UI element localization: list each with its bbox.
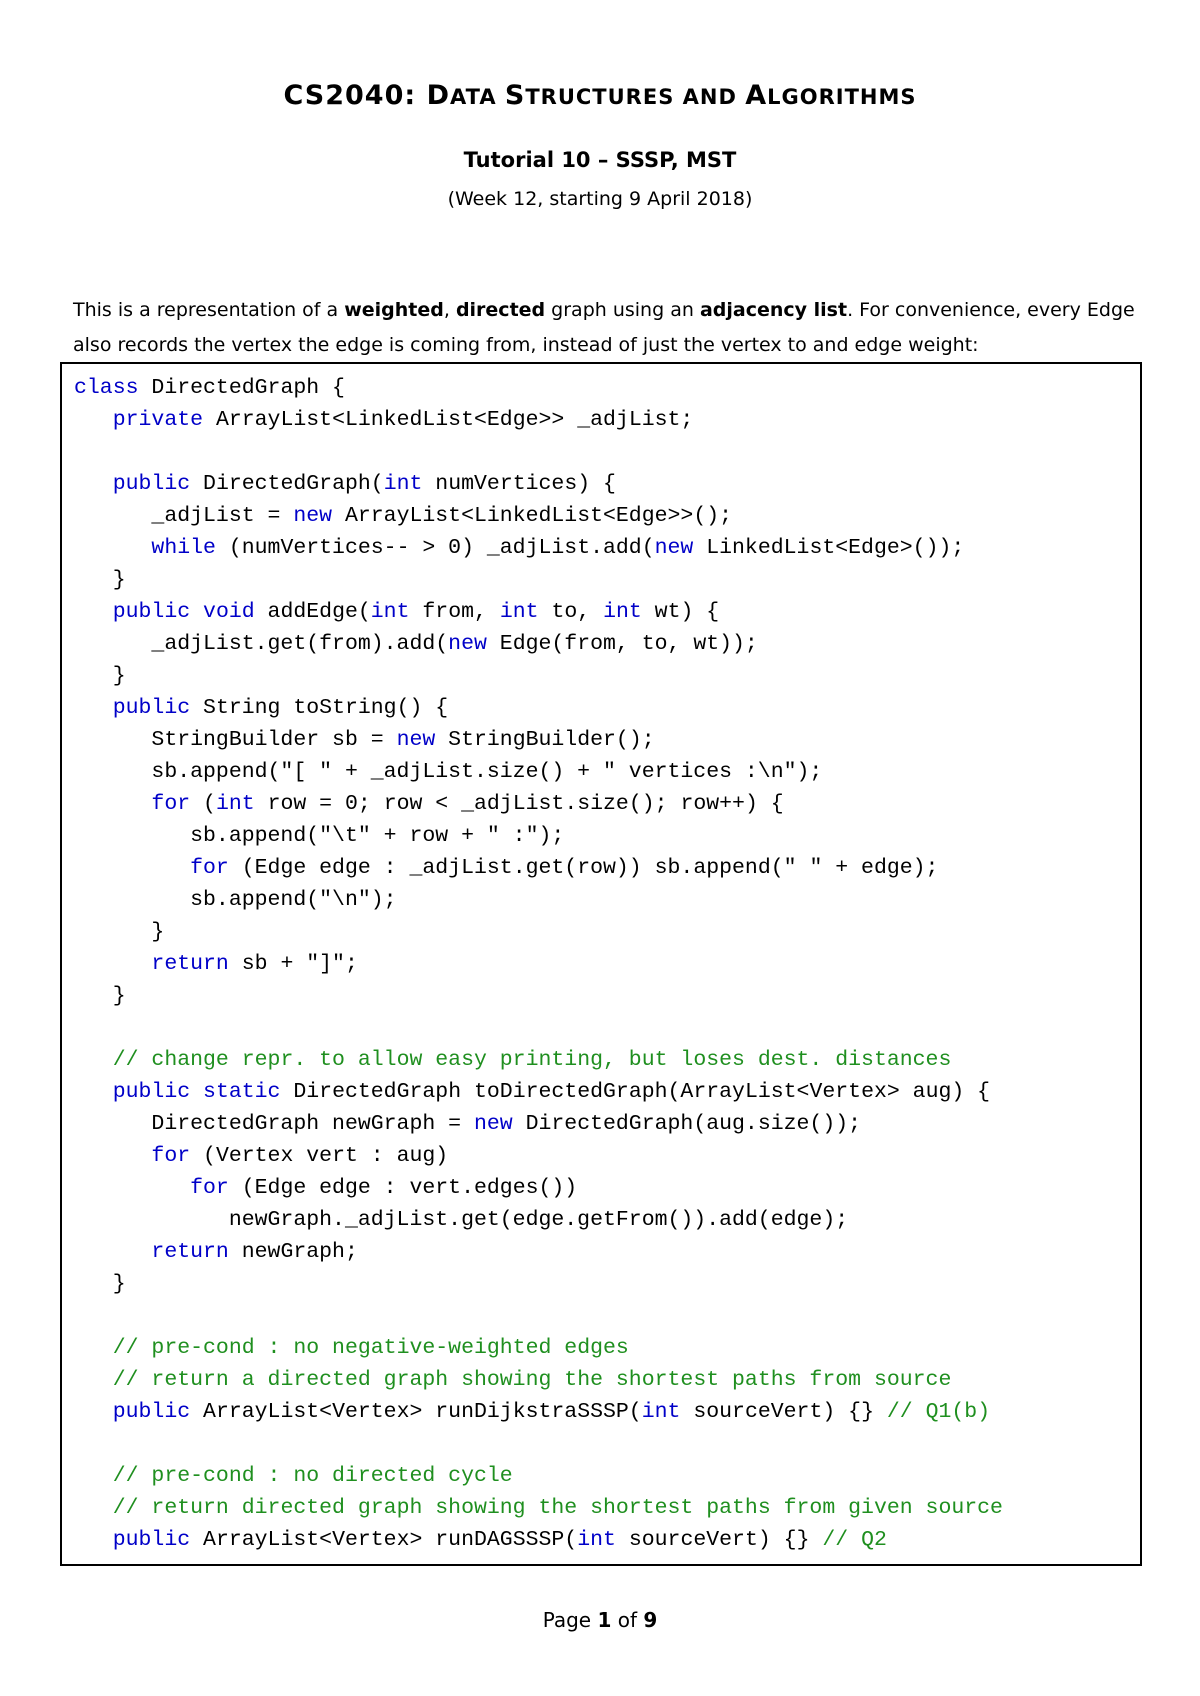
code-line (74, 852, 1003, 884)
code-text: sb.append("\t" + row + " :"); (74, 824, 565, 848)
code-text (74, 408, 113, 432)
code-keyword: return (151, 1240, 229, 1264)
code-text: sourceVert) {} (615, 1528, 823, 1552)
code-line (74, 1524, 1003, 1556)
code-text (74, 1080, 113, 1104)
code-text: ArrayList<LinkedList<Edge>> _adjList; (203, 408, 694, 432)
title-word-2: STRUCTURES (504, 80, 683, 111)
code-line (74, 948, 1003, 980)
code-keyword: for (190, 856, 229, 880)
code-line (74, 1300, 1003, 1332)
code-text (74, 1144, 151, 1168)
code-text: StringBuilder(); (435, 728, 655, 752)
code-text (74, 792, 151, 816)
code-keyword: public (112, 696, 191, 720)
code-line (74, 628, 1003, 660)
code-line (74, 692, 1003, 724)
code-keyword: public (112, 1400, 191, 1424)
code-text (74, 1496, 113, 1520)
code-line (74, 1428, 1003, 1460)
code-comment: // Q2 (822, 1528, 887, 1552)
code-line (74, 724, 1003, 756)
code-line (74, 1332, 1003, 1364)
code-comment: // Q1(b) (886, 1400, 991, 1424)
code-text: wt) { (641, 600, 720, 624)
code-comment: // pre-cond : no directed cycle (112, 1464, 513, 1488)
code-text: (Edge edge : vert.edges()) (228, 1176, 578, 1200)
course-code: CS2040: (283, 80, 427, 111)
code-keyword: new (654, 536, 694, 560)
code-keyword: new (473, 1112, 513, 1136)
code-text: (numVertices-- > 0) _adjList.add( (215, 536, 655, 560)
code-text: newGraph; (228, 1240, 358, 1264)
code-keyword: for (190, 1176, 229, 1200)
code-text: ( (190, 792, 216, 816)
code-text (190, 600, 203, 624)
code-text: DirectedGraph toDirectedGraph(ArrayList<Vertex> aug) { (280, 1080, 991, 1104)
code-keyword: int (603, 600, 642, 624)
code-text: ArrayList<Vertex> runDijkstraSSSP( (190, 1400, 642, 1424)
code-keyword: void (203, 600, 255, 624)
code-text: sourceVert) {} (680, 1400, 887, 1424)
code-text: } (74, 1272, 126, 1296)
code-line (74, 1396, 1003, 1428)
page-footer: Page 1 of 9 (542, 1608, 658, 1632)
code-line (74, 1044, 1003, 1076)
code-line (74, 1172, 1003, 1204)
code-text: sb.append("[ " + _adjList.size() + " vertices :\n"); (74, 760, 823, 784)
code-line (74, 980, 1003, 1012)
code-text (74, 1048, 113, 1072)
code-text (74, 856, 190, 880)
code-keyword: for (151, 792, 191, 816)
code-keyword: new (396, 728, 436, 752)
code-text (74, 1176, 190, 1200)
code-text (74, 1240, 151, 1264)
code-text: Edge(from, to, wt)); (486, 632, 758, 656)
code-comment: // return a directed graph showing the shortest paths from source (112, 1368, 952, 1392)
code-text (74, 1528, 113, 1552)
code-line (74, 596, 1003, 628)
intro-paragraph: This is a representation of a weighted, directed graph using an adjacency list. For convenience, every Edge also records the vertex the edge is coming from, instead of just the vertex to and edge weight: (73, 299, 1135, 356)
code-line (74, 404, 1003, 436)
code-line (74, 1108, 1003, 1140)
code-line (74, 1236, 1003, 1268)
code-line (74, 1460, 1003, 1492)
code-keyword: int (370, 600, 410, 624)
code-line (74, 1492, 1003, 1524)
code-keyword: return (151, 952, 229, 976)
code-keyword: new (293, 504, 333, 528)
code-text: row = 0; row < _adjList.size(); row++) { (254, 792, 784, 816)
code-text: sb.append("\n"); (74, 888, 397, 912)
code-keyword: int (383, 472, 423, 496)
code-text: (Edge edge : _adjList.get(row)) sb.append(" " + edge); (228, 856, 939, 880)
code-line (74, 1140, 1003, 1172)
code-line (74, 1364, 1003, 1396)
code-comment: // return directed graph showing the shortest paths from given source (112, 1496, 1003, 1520)
code-listing (74, 372, 1003, 1556)
code-keyword: class (74, 376, 139, 400)
code-line (74, 1268, 1003, 1300)
code-text (74, 472, 113, 496)
code-text: to, (538, 600, 604, 624)
code-text (190, 1080, 203, 1104)
code-line (74, 468, 1003, 500)
code-text: } (74, 920, 165, 944)
code-line (74, 1012, 1003, 1044)
code-text: sb + "]"; (228, 952, 358, 976)
code-line (74, 1076, 1003, 1108)
code-keyword: new (448, 632, 487, 656)
code-text: DirectedGraph( (190, 472, 384, 496)
title-word-3: AND (682, 85, 746, 109)
code-text: numVertices) { (422, 472, 616, 496)
week-info: (Week 12, starting 9 April 2018) (447, 188, 753, 210)
code-text (74, 1368, 113, 1392)
code-keyword: public (112, 1528, 191, 1552)
code-listing-box (60, 362, 1142, 1566)
code-text (74, 696, 113, 720)
code-keyword: int (641, 1400, 681, 1424)
code-keyword: public (112, 600, 191, 624)
code-text (74, 600, 113, 624)
title-word-4: ALGORITHMS (745, 80, 917, 111)
code-text: from, (409, 600, 500, 624)
code-keyword: int (577, 1528, 616, 1552)
code-text: newGraph._adjList.get(edge.getFrom()).add(edge); (74, 1208, 849, 1232)
code-text: ArrayList<Vertex> runDAGSSSP( (190, 1528, 578, 1552)
code-line (74, 660, 1003, 692)
code-text: } (74, 984, 126, 1008)
code-text: } (74, 568, 126, 592)
code-line (74, 1204, 1003, 1236)
code-comment: // pre-cond : no negative-weighted edges (112, 1336, 629, 1360)
code-text (74, 952, 151, 976)
code-text: _adjList = (74, 504, 294, 528)
code-text: _adjList.get(from).add( (74, 632, 449, 656)
code-keyword: while (151, 536, 216, 560)
document-title (0, 80, 1200, 111)
code-text: LinkedList<Edge>()); (693, 536, 965, 560)
code-keyword: static (203, 1080, 281, 1104)
code-text: addEdge( (254, 600, 371, 624)
code-line (74, 884, 1003, 916)
code-line (74, 756, 1003, 788)
code-line (74, 916, 1003, 948)
code-line (74, 820, 1003, 852)
code-text: } (74, 664, 126, 688)
code-keyword: int (499, 600, 539, 624)
code-text: (Vertex vert : aug) (190, 1144, 449, 1168)
code-comment: // change repr. to allow easy printing, but loses dest. distances (112, 1048, 952, 1072)
code-text: DirectedGraph { (138, 376, 345, 400)
code-text (74, 1464, 113, 1488)
code-line (74, 372, 1003, 404)
code-line (74, 564, 1003, 596)
code-keyword: for (151, 1144, 191, 1168)
code-line (74, 500, 1003, 532)
code-line (74, 788, 1003, 820)
title-word-1: DATA (426, 80, 505, 111)
code-keyword: int (215, 792, 255, 816)
tutorial-title: Tutorial 10 – SSSP, MST (463, 148, 737, 172)
code-keyword: public (112, 1080, 191, 1104)
code-keyword: public (112, 472, 191, 496)
code-text: String toString() { (190, 696, 449, 720)
code-text: DirectedGraph(aug.size()); (512, 1112, 862, 1136)
code-text (74, 1400, 113, 1424)
code-line (74, 436, 1003, 468)
code-text (74, 536, 151, 560)
code-text: StringBuilder sb = (74, 728, 397, 752)
code-text: ArrayList<LinkedList<Edge>>(); (332, 504, 733, 528)
code-text: DirectedGraph newGraph = (74, 1112, 474, 1136)
code-text (74, 1336, 113, 1360)
code-line (74, 532, 1003, 564)
code-keyword: private (112, 408, 204, 432)
